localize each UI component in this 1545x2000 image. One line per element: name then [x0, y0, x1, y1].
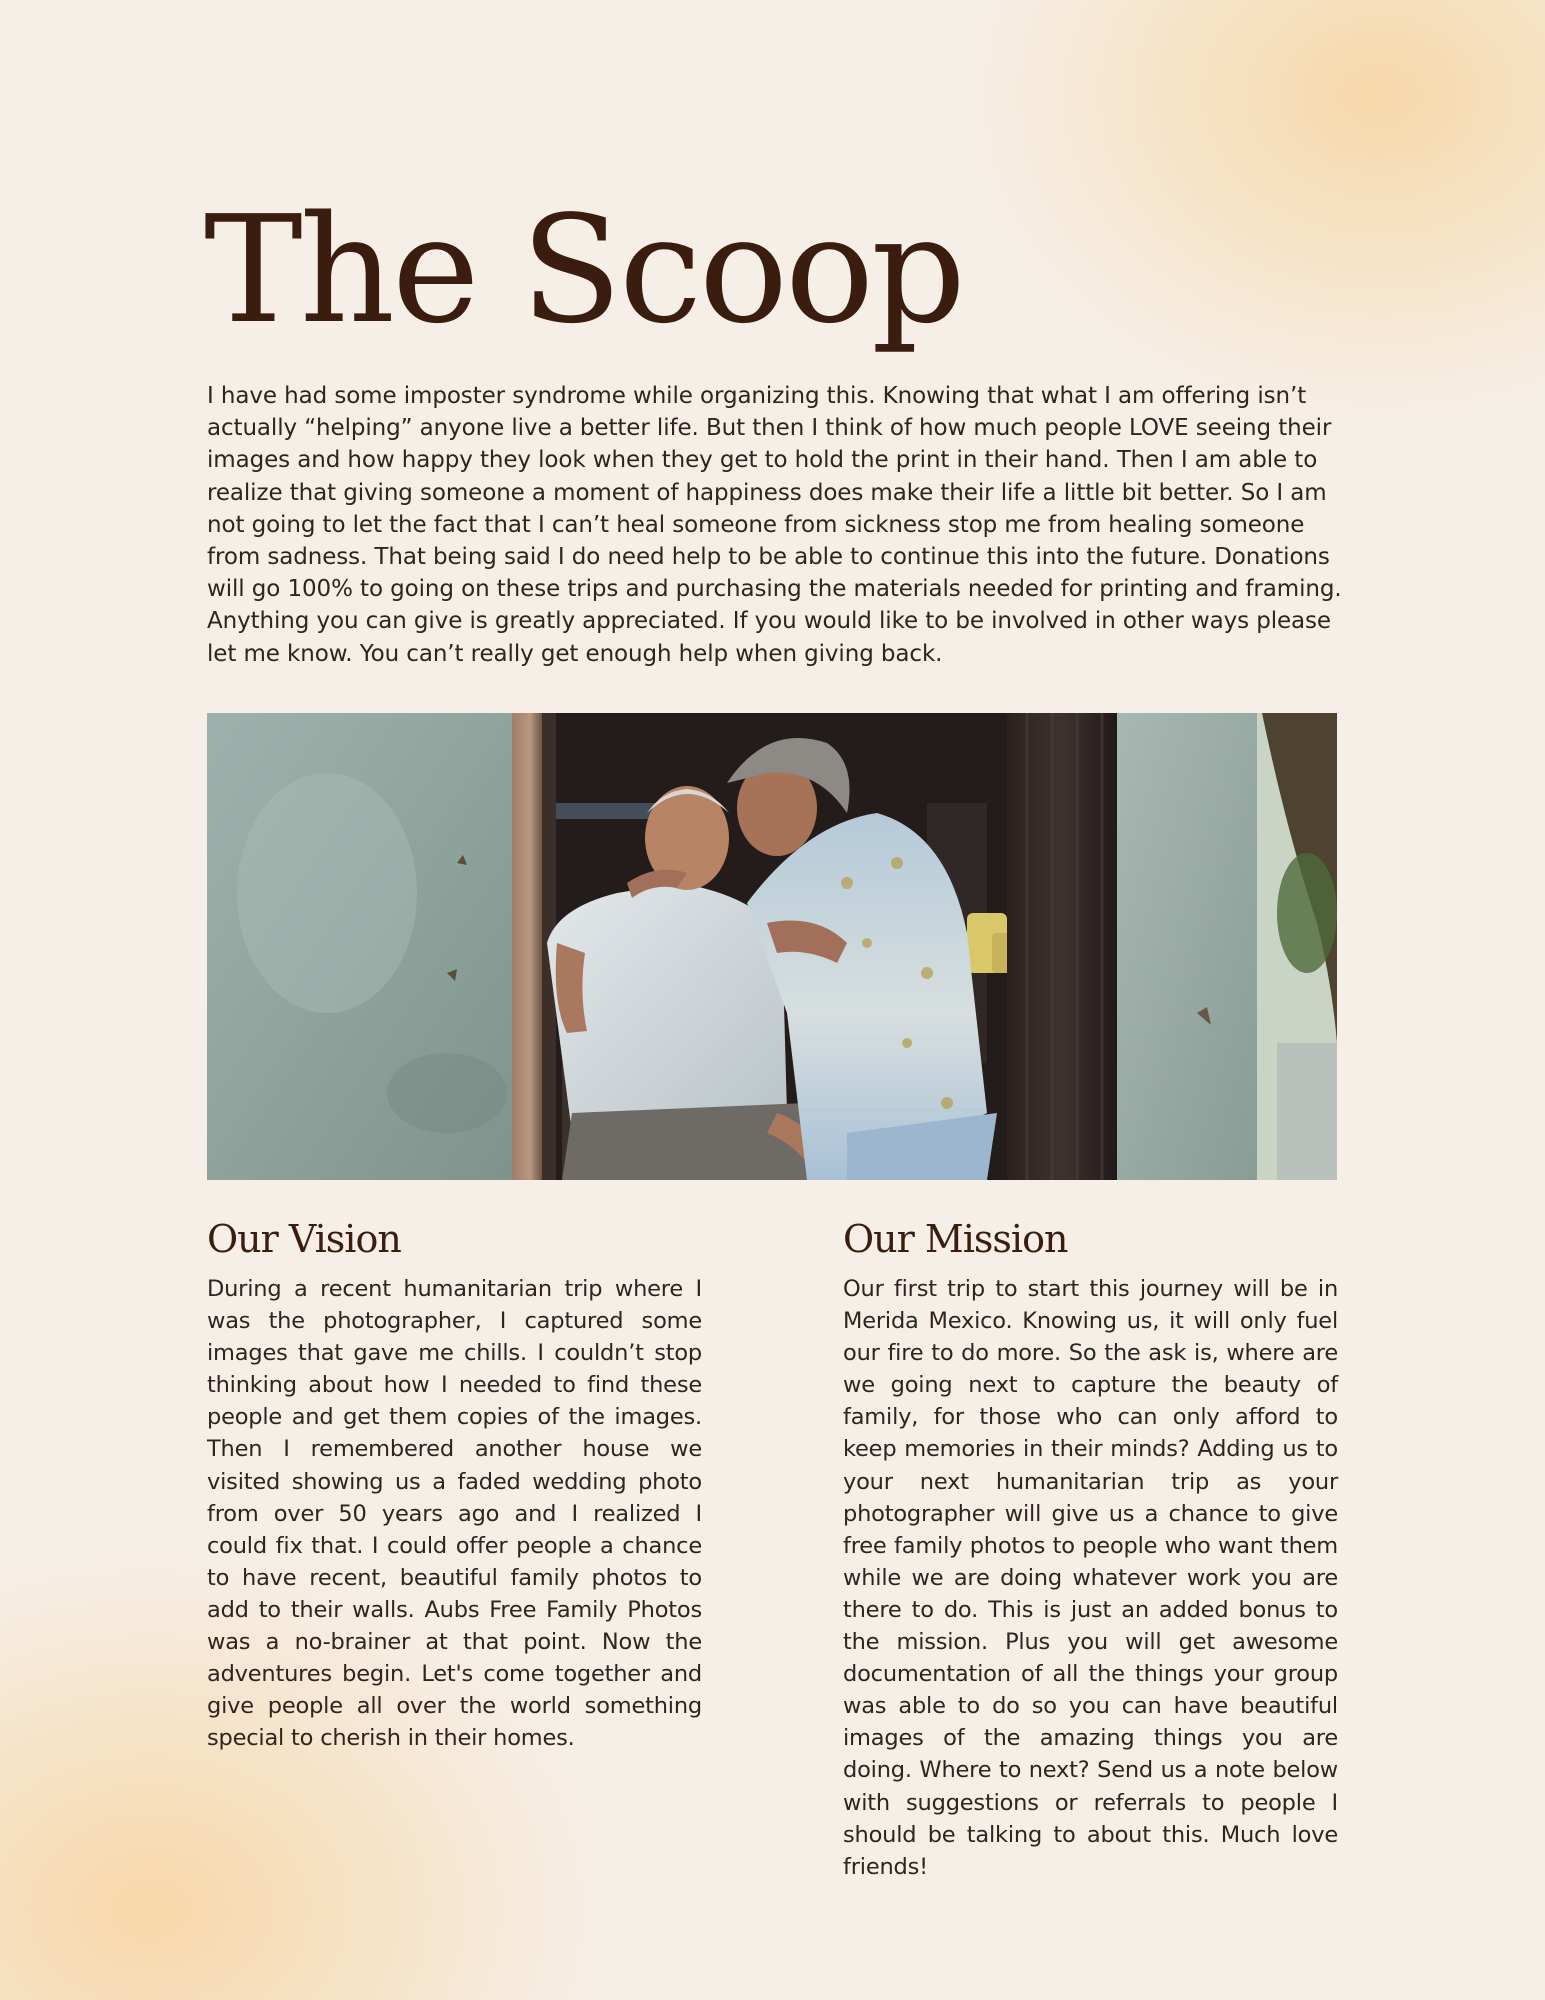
mission-heading: Our Mission	[843, 1217, 1068, 1261]
vision-section	[207, 1215, 702, 1754]
intro-paragraph: I have had some imposter syndrome while organizing this. Knowing that what I am offering isn’t actually “helping” anyone live a better life. But then I think of how much people LOVE seeing their images and how happy they look when they get to hold the print in their hand. Then I am able to realize that giving someone a moment of happiness does make their life a little bit better. So I am not going to let the fact that I can’t heal someone from sickness stop me from healing someone from sadness. That being said I do need help to be able to continue this into the future. Donations will go 100% to going on these trips and purchasing the materials needed for printing and framing. Anything you can give is greatly appreciated. If you would like to be involved in other ways please let me know. You can’t really get enough help when giving back.	[207, 383, 1342, 667]
mission-section	[843, 1215, 1338, 1883]
vision-heading: Our Vision	[207, 1217, 401, 1261]
page-title: The Scoop	[204, 184, 963, 356]
couple-photo	[207, 713, 1337, 1180]
mission-body: Our first trip to start this journey will be in Merida Mexico. Knowing us, it will only fuel our fire to do more. So the ask is, where are we going next to capture the beauty of family, for those who can only afford to keep memories in their minds? Adding us to your next humanitarian trip as your photographer will give us a chance to give free family photos to people who want them while we are doing whatever work you are there to do. This is just an added bonus to the mission. Plus you will get awesome documentation of all the things your group was able to do so you can have beautiful images of the amazing things you are doing. Where to next? Send us a note below with suggestions or referrals to people I should be talking to about this. Much love friends!	[843, 1276, 1338, 1880]
vision-body: During a recent humanitarian trip where I was the photographer, I captured some images that gave me chills. I couldn’t stop thinking about how I needed to find these people and get them copies of the images. Then I remembered another house we visited showing us a faded wedding photo from over 50 years ago and I realized I could fix that. I could offer people a chance to have recent, beautiful family photos to add to their walls. Aubs Free Family Photos was a no-brainer at that point. Now the adventures begin. Let's come together and give people all over the world something special to cherish in their homes.	[207, 1276, 702, 1752]
